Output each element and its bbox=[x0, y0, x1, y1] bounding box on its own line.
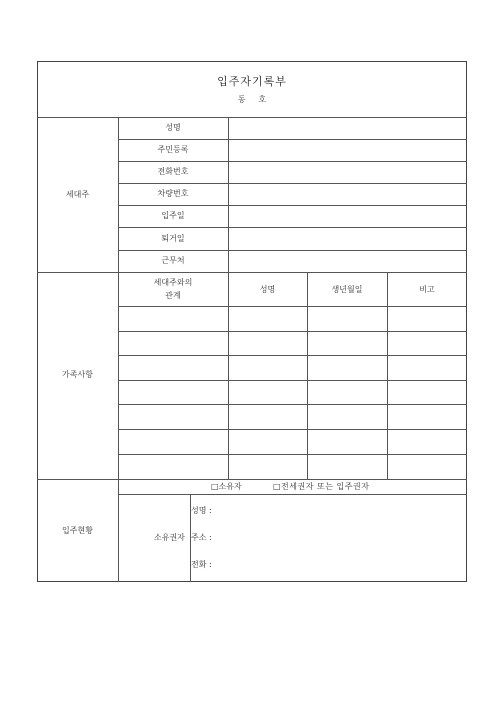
owner-checkbox-option[interactable]: □소유자 bbox=[211, 482, 242, 491]
family-header-relation-line1: 세대주와의 bbox=[153, 278, 193, 287]
family-column-line bbox=[228, 272, 229, 479]
divider-title bbox=[37, 117, 467, 118]
family-row-line bbox=[118, 331, 467, 332]
form-title: 입주자기록부 bbox=[217, 75, 287, 88]
householder-section-label: 세대주 bbox=[65, 190, 90, 199]
divider-family bbox=[37, 479, 467, 480]
householder-field-line bbox=[228, 117, 229, 272]
family-column-line bbox=[387, 272, 388, 479]
field-label-workplace: 근무처 bbox=[161, 256, 185, 265]
field-label-move-in-date: 입주일 bbox=[161, 211, 185, 220]
field-label-vehicle-number: 차량번호 bbox=[157, 189, 189, 198]
field-label-resident-registration: 주민등록 bbox=[157, 145, 189, 154]
householder-row-line bbox=[118, 250, 467, 251]
family-header-birthdate: 생년월일 bbox=[331, 285, 363, 294]
owner-address-label: 주소 : bbox=[191, 533, 212, 542]
occupancy-section-label: 입주현황 bbox=[62, 526, 93, 535]
field-label-name: 성명 bbox=[165, 123, 181, 132]
family-row-line bbox=[118, 355, 467, 356]
building-unit-label: 동 호 bbox=[237, 95, 267, 104]
field-label-phone: 전화번호 bbox=[157, 167, 189, 176]
divider-householder bbox=[37, 272, 467, 273]
family-header-relation-line2: 관계 bbox=[165, 291, 181, 300]
owner-phone-label: 전화 : bbox=[191, 560, 212, 569]
householder-row-line bbox=[118, 205, 467, 206]
field-label-move-out-date: 퇴거일 bbox=[161, 234, 185, 243]
owner-rights-label: 소유권자 bbox=[154, 533, 185, 542]
householder-row-line bbox=[118, 139, 467, 140]
label-column-line bbox=[118, 117, 119, 582]
family-section-label: 가족사항 bbox=[62, 370, 93, 379]
family-row-line bbox=[118, 429, 467, 430]
family-column-line bbox=[307, 272, 308, 479]
householder-row-line bbox=[118, 161, 467, 162]
family-row-line bbox=[118, 454, 467, 455]
householder-row-line bbox=[118, 183, 467, 184]
family-header-name: 성명 bbox=[259, 285, 276, 294]
family-row-line bbox=[118, 404, 467, 405]
family-row-line bbox=[118, 380, 467, 381]
occupancy-option-line bbox=[118, 494, 467, 495]
family-header-note: 비고 bbox=[419, 285, 435, 294]
owner-name-label: 성명 : bbox=[191, 506, 212, 515]
tenant-checkbox-option[interactable]: □전세권자 또는 입주권자 bbox=[273, 482, 370, 491]
householder-row-line bbox=[118, 227, 467, 228]
family-row-line bbox=[118, 306, 467, 307]
